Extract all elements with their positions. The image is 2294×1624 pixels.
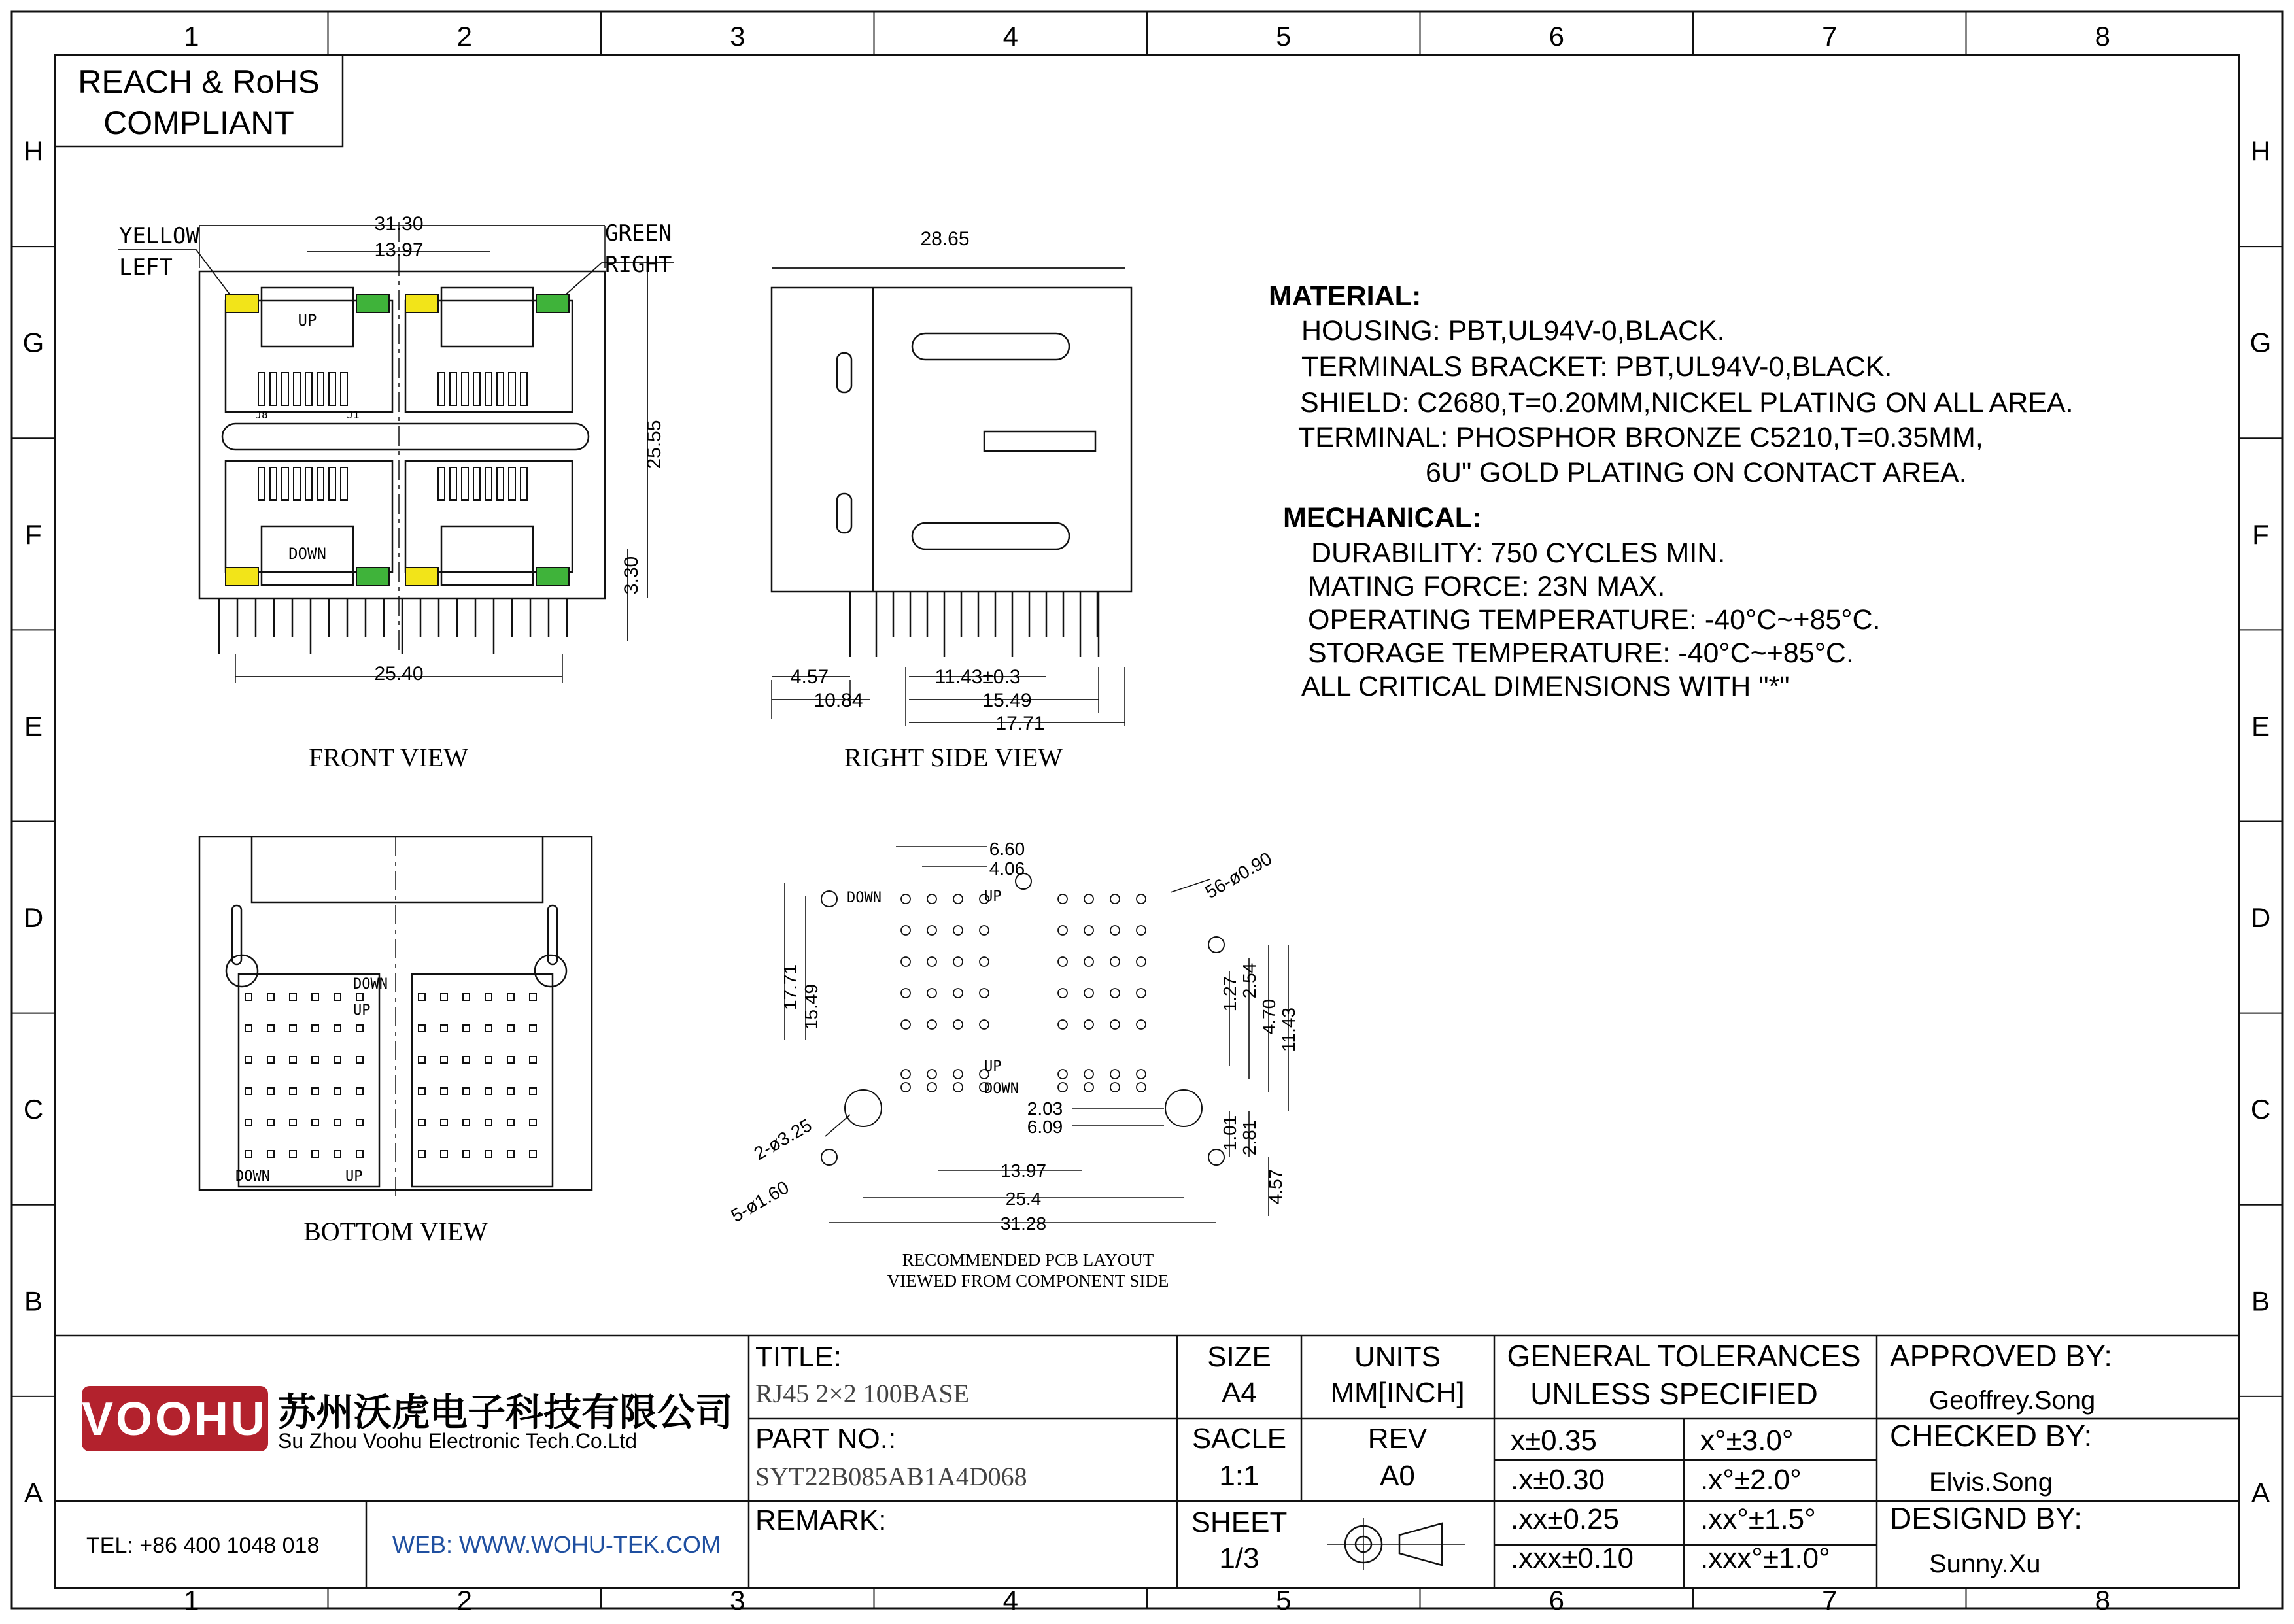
- pcb-up-left: UP: [984, 888, 1002, 905]
- pcb-dim-n: 13.97: [1000, 1160, 1047, 1181]
- rev-label: REV: [1367, 1423, 1428, 1455]
- sheet-label: SHEET: [1191, 1506, 1288, 1538]
- mechanical-heading: MECHANICAL:: [1283, 502, 1482, 533]
- logo-text: VOOHU: [81, 1393, 268, 1446]
- pcb-label-1: RECOMMENDED PCB LAYOUT: [902, 1250, 1154, 1270]
- tol-linear-2: .xx±0.25: [1511, 1503, 1620, 1535]
- units-value: MM[INCH]: [1330, 1377, 1465, 1409]
- designed-label: DESIGND BY:: [1890, 1501, 2082, 1535]
- zone-row-right-F: F: [2252, 518, 2269, 550]
- material-heading: MATERIAL:: [1269, 280, 1422, 312]
- pcb-dim-e: 1.27: [1220, 975, 1240, 1012]
- front-view-label: FRONT VIEW: [308, 743, 469, 772]
- remark-label: REMARK:: [755, 1504, 887, 1536]
- zone-col-bottom-5: 5: [1276, 1585, 1292, 1616]
- bottom-up-label-left: UP: [353, 1002, 371, 1019]
- tol-angular-1: .x°±2.0°: [1700, 1464, 1802, 1496]
- size-value: A4: [1222, 1377, 1257, 1409]
- scale-value: 1:1: [1219, 1460, 1259, 1492]
- zone-row-right-A: A: [2251, 1477, 2270, 1508]
- mechanical-line-3: OPERATING TEMPERATURE: -40°C~+85°C.: [1308, 604, 1881, 635]
- dim-front-height: 25.55: [643, 420, 665, 469]
- front-view: [118, 222, 674, 683]
- checked-label: CHECKED BY:: [1890, 1419, 2093, 1453]
- tol-linear-3: .xxx±0.10: [1511, 1542, 1634, 1574]
- led-yellow-top-left: [226, 294, 258, 313]
- part-label: PART NO.:: [755, 1423, 897, 1455]
- zone-col-bottom-8: 8: [2095, 1585, 2110, 1616]
- dim-front-pinlen: 3.30: [621, 556, 642, 595]
- material-line-3: SHIELD: C2680,T=0.20MM,NICKEL PLATING ON ALL AREA.: [1300, 387, 2074, 418]
- pcb-dim-i: 2.03: [1027, 1098, 1063, 1119]
- pcb-dim-l: 2.81: [1239, 1119, 1259, 1156]
- zone-col-top-4: 4: [1002, 21, 1018, 52]
- front-up-label: UP: [298, 311, 317, 330]
- compliance-line-1: REACH & RoHS: [78, 63, 320, 100]
- pcb-dim-m: 4.57: [1265, 1168, 1286, 1205]
- dim-side-d1: 4.57: [790, 666, 829, 688]
- zone-col-bottom-1: 1: [184, 1585, 199, 1616]
- rev-value: A0: [1380, 1460, 1415, 1492]
- zone-col-top-7: 7: [1822, 21, 1838, 52]
- tol-angular-2: .xx°±1.5°: [1700, 1503, 1816, 1535]
- zone-col-bottom-7: 7: [1822, 1585, 1838, 1616]
- mechanical-line-4: STORAGE TEMPERATURE: -40°C~+85°C.: [1308, 637, 1854, 669]
- pcb-up-right: UP: [984, 1058, 1002, 1075]
- pcb-dim-k: 1.01: [1220, 1115, 1240, 1151]
- pcb-dim-q: 2-ø3.25: [750, 1115, 815, 1164]
- dim-front-pitch: 13.97: [374, 239, 424, 261]
- led-left-color: YELLOW: [119, 223, 199, 249]
- led-green-top-left: [356, 294, 389, 313]
- scale-label: SACLE: [1191, 1423, 1287, 1455]
- material-line-4: TERMINAL: PHOSPHOR BRONZE C5210,T=0.35MM,: [1298, 422, 1983, 453]
- zone-row-right-H: H: [2250, 135, 2271, 167]
- zone-row-left-G: G: [22, 327, 44, 358]
- company-name-cn: 苏州沃虎电子科技有限公司: [278, 1391, 734, 1434]
- zone-row-right-C: C: [2250, 1094, 2271, 1125]
- material-line-1: HOUSING: PBT,UL94V-0,BLACK.: [1301, 315, 1725, 347]
- dim-front-width: 31.30: [374, 213, 424, 235]
- title-label: TITLE:: [755, 1341, 842, 1373]
- led-green-bottom-left: [356, 567, 389, 586]
- led-yellow-bottom-left: [226, 567, 258, 586]
- dim-side-depth: 28.65: [920, 228, 970, 250]
- zone-row-left-E: E: [24, 710, 43, 741]
- compliance-line-2: COMPLIANT: [103, 105, 294, 141]
- zone-row-left-A: A: [24, 1477, 43, 1508]
- front-pin-j8: J8: [255, 409, 268, 421]
- pcb-down-left: DOWN: [847, 890, 882, 906]
- units-label: UNITS: [1354, 1341, 1441, 1373]
- mechanical-line-5: ALL CRITICAL DIMENSIONS WITH "*": [1301, 671, 1790, 702]
- pcb-dim-j: 6.09: [1027, 1117, 1063, 1137]
- pcb-dim-b: 4.06: [989, 858, 1025, 879]
- mechanical-line-1: DURABILITY: 750 CYCLES MIN.: [1311, 537, 1726, 569]
- led-green-top-right: [536, 294, 569, 313]
- zone-col-bottom-3: 3: [730, 1585, 745, 1616]
- size-label: SIZE: [1207, 1341, 1271, 1373]
- material-line-2: TERMINALS BRACKET: PBT,UL94V-0,BLACK.: [1301, 351, 1892, 382]
- zone-col-bottom-2: 2: [456, 1585, 472, 1616]
- zone-row-left-D: D: [23, 902, 44, 934]
- designed-value: Sunny.Xu: [1929, 1549, 2041, 1578]
- bottom-view-label: BOTTOM VIEW: [303, 1217, 488, 1246]
- pcb-label-2: VIEWED FROM COMPONENT SIDE: [887, 1271, 1169, 1291]
- led-yellow-top-right: [405, 294, 438, 313]
- pcb-dim-g: 4.70: [1259, 998, 1279, 1035]
- tol-linear-0: x±0.35: [1511, 1425, 1597, 1457]
- web-link[interactable]: WEB: WWW.WOHU-TEK.COM: [392, 1531, 721, 1558]
- zone-col-top-5: 5: [1276, 21, 1292, 52]
- pcb-dim-h: 11.43: [1278, 1007, 1299, 1052]
- led-green-bottom-right: [536, 567, 569, 586]
- dim-front-pinspan: 25.40: [374, 663, 424, 685]
- dim-side-d4: 15.49: [982, 690, 1032, 711]
- zone-col-bottom-6: 6: [1549, 1585, 1564, 1616]
- pcb-dim-f: 2.54: [1239, 962, 1259, 999]
- zone-row-right-D: D: [2250, 902, 2271, 934]
- tol-heading-1: GENERAL TOLERANCES: [1507, 1339, 1861, 1373]
- led-yellow-bottom-right: [405, 567, 438, 586]
- tel: TEL: +86 400 1048 018: [86, 1533, 320, 1558]
- zone-col-top-6: 6: [1549, 21, 1564, 52]
- company-name-en: Su Zhou Voohu Electronic Tech.Co.Ltd: [278, 1429, 638, 1453]
- sheet-value: 1/3: [1219, 1542, 1259, 1574]
- zone-row-left-H: H: [23, 135, 44, 167]
- led-right-side: RIGHT: [605, 252, 672, 278]
- zone-row-right-G: G: [2250, 327, 2272, 358]
- zone-col-top-1: 1: [184, 21, 199, 52]
- dim-side-d2: 11.43±0.3: [934, 666, 1021, 688]
- tol-linear-1: .x±0.30: [1511, 1464, 1605, 1496]
- mechanical-line-2: MATING FORCE: 23N MAX.: [1308, 571, 1666, 602]
- zone-row-right-E: E: [2251, 710, 2270, 741]
- approved-value: Geoffrey.Song: [1929, 1386, 2096, 1415]
- zone-row-left-C: C: [23, 1094, 44, 1125]
- dim-side-d3: 10.84: [813, 690, 863, 711]
- title-block: [55, 1336, 2239, 1588]
- material-line-5: 6U" GOLD PLATING ON CONTACT AREA.: [1426, 457, 1967, 488]
- right-side-view-label: RIGHT SIDE VIEW: [844, 743, 1063, 772]
- dim-side-d5: 17.71: [995, 713, 1045, 734]
- bottom-down-label-left: DOWN: [353, 976, 388, 992]
- pcb-dim-a: 6.60: [989, 839, 1025, 859]
- approved-label: APPROVED BY:: [1890, 1339, 2113, 1373]
- bottom-up-label-right: UP: [345, 1168, 363, 1185]
- led-left-side: LEFT: [119, 254, 173, 280]
- zone-row-right-B: B: [2251, 1285, 2270, 1317]
- pcb-dim-holes: 56-ø0.90: [1201, 848, 1276, 903]
- tol-heading-2: UNLESS SPECIFIED: [1530, 1377, 1818, 1411]
- title-value: RJ45 2×2 100BASE: [755, 1379, 970, 1408]
- led-right-color: GREEN: [605, 220, 672, 246]
- zone-col-bottom-4: 4: [1002, 1585, 1018, 1616]
- pcb-dim-p: 31.28: [1000, 1213, 1047, 1234]
- bottom-down-label-right: DOWN: [235, 1168, 270, 1185]
- zone-col-top-2: 2: [456, 21, 472, 52]
- front-pin-j1: J1: [347, 409, 360, 421]
- tol-angular-0: x°±3.0°: [1700, 1425, 1794, 1457]
- zone-row-left-F: F: [25, 518, 42, 550]
- bottom-view: [199, 837, 592, 1196]
- pcb-dim-o: 25.4: [1005, 1189, 1042, 1209]
- tol-angular-3: .xxx°±1.0°: [1700, 1542, 1830, 1574]
- projection-symbol-icon: [1327, 1518, 1465, 1570]
- pcb-dim-r: 5-ø1.60: [727, 1177, 793, 1226]
- checked-value: Elvis.Song: [1929, 1468, 2053, 1497]
- front-down-label: DOWN: [288, 545, 326, 563]
- zone-col-top-8: 8: [2095, 21, 2110, 52]
- zone-col-top-3: 3: [730, 21, 745, 52]
- zone-row-left-B: B: [24, 1285, 43, 1317]
- part-value: SYT22B085AB1A4D068: [755, 1462, 1027, 1491]
- pcb-dim-c: 17.71: [780, 964, 800, 1011]
- pcb-dim-d: 15.49: [801, 983, 821, 1030]
- pcb-down-right: DOWN: [984, 1081, 1019, 1097]
- right-side-view: [772, 268, 1131, 726]
